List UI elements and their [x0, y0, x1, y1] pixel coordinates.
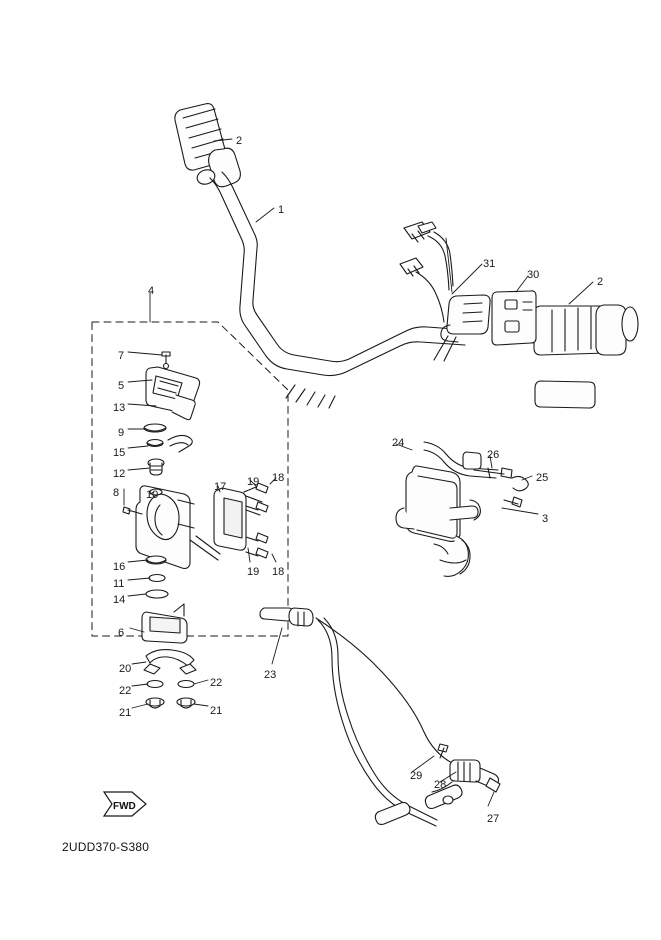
callout-number-18: 18 [272, 472, 285, 484]
callout-number-22: 22 [210, 677, 223, 689]
right-grip [534, 305, 638, 355]
callout-number-3: 3 [542, 513, 549, 525]
callout-number-2: 2 [236, 135, 243, 147]
right-handlebar-switch [492, 291, 536, 345]
callout-number-19: 19 [247, 566, 260, 578]
callout-number-21: 21 [119, 707, 132, 719]
callout-number-21: 21 [210, 705, 223, 717]
callout-number-20: 20 [119, 663, 132, 675]
handlebar-clamp [144, 650, 196, 708]
throttle-housing-lower [123, 483, 268, 643]
callout-number-8: 8 [113, 487, 120, 499]
callout-number-10: 10 [146, 489, 159, 501]
throttle-housing-upper [146, 352, 200, 420]
callout-number-5: 5 [118, 380, 125, 392]
left-grip [175, 104, 241, 187]
part-code-label: 2UDD370-S380 [62, 840, 150, 854]
callout-number-7: 7 [118, 350, 125, 362]
callout-number-25: 25 [536, 472, 549, 484]
throttle-cable [260, 608, 500, 826]
callout-number-19: 19 [247, 476, 260, 488]
callout-number-31: 31 [483, 258, 496, 270]
callout-number-9: 9 [118, 427, 125, 439]
callout-number-14: 14 [113, 594, 126, 606]
callout-number-17: 17 [214, 481, 227, 493]
callout-number-30: 30 [527, 269, 540, 281]
callout-number-27: 27 [487, 813, 500, 825]
callout-number-26: 26 [487, 449, 500, 461]
callout-number-12: 12 [113, 468, 126, 480]
callout-number-1: 1 [278, 204, 285, 216]
callout-number-2: 2 [597, 276, 604, 288]
callout-number-11: 11 [113, 578, 125, 590]
throttle-adjuster-parts [144, 424, 192, 475]
callout-number-15: 15 [113, 447, 126, 459]
callout-number-22: 22 [119, 685, 132, 697]
leader-lines [124, 139, 593, 806]
callout-number-28: 28 [434, 779, 447, 791]
callout-number-23: 23 [264, 669, 277, 681]
callout-number-24: 24 [392, 437, 405, 449]
callout-number-18: 18 [272, 566, 285, 578]
left-handlebar-switch [400, 222, 490, 361]
callout-number-29: 29 [410, 770, 423, 782]
fwd-direction-label: FWD [113, 801, 136, 812]
callout-number-13: 13 [113, 402, 126, 414]
callout-number-6: 6 [118, 627, 125, 639]
callout-number-16: 16 [113, 561, 126, 573]
callout-number-4: 4 [148, 285, 155, 297]
handlebar-tube [210, 172, 595, 408]
